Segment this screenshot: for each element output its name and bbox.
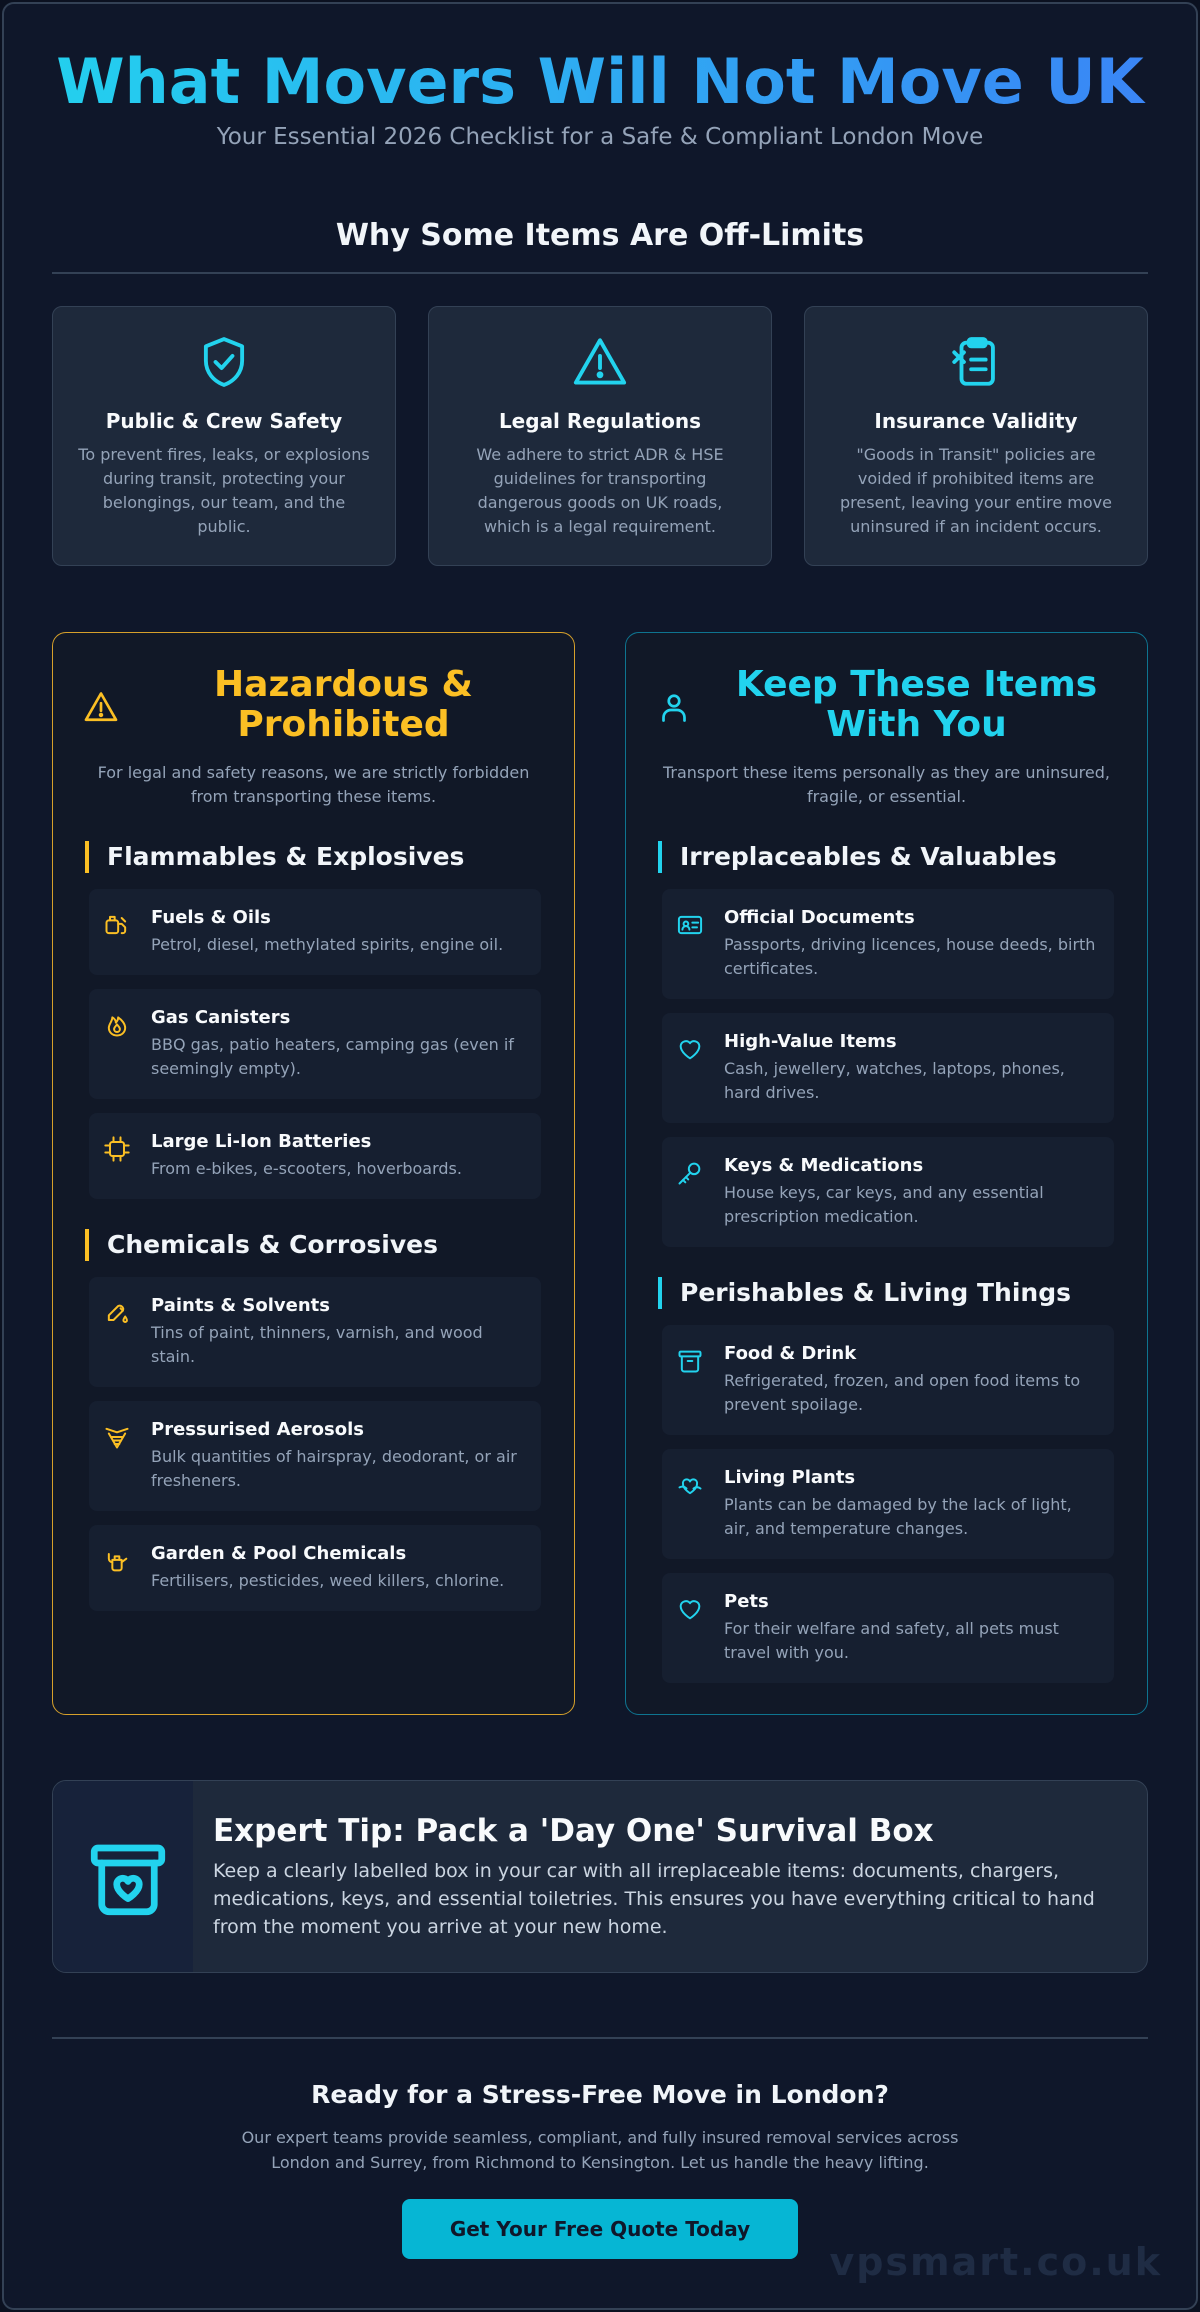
item-text: Bulk quantities of hairspray, deodorant, or air fresheners. — [151, 1447, 517, 1490]
list-item — [89, 1401, 541, 1511]
item-title: Paints & Solvents — [151, 1295, 330, 1316]
expert-tip-card — [52, 1780, 1148, 1973]
keep-panel — [625, 632, 1148, 1715]
cta-heading: Ready for a Stress-Free Move in London? — [311, 2080, 889, 2109]
keep-description: Transport these items personally as they are uninsured, fragile, or essential. — [662, 763, 1110, 806]
battery-chip-icon — [103, 1135, 131, 1163]
list-item — [662, 1013, 1114, 1123]
page-title: What Movers Will Not Move UK — [0, 44, 1200, 120]
item-title: Living Plants — [724, 1467, 856, 1488]
list-item — [89, 1113, 541, 1199]
flame-icon — [103, 1011, 131, 1039]
why-heading: Why Some Items Are Off-Limits — [335, 218, 865, 253]
divider — [52, 2037, 1148, 2039]
item-text: For their welfare and safety, all pets must travel with you. — [724, 1619, 1059, 1662]
list-item — [662, 1325, 1114, 1435]
reason-title: Insurance Validity — [874, 409, 1078, 433]
page-subtitle: Your Essential 2026 Checklist for a Safe & Compliant London Move — [216, 124, 984, 150]
free-quote-button[interactable]: Get Your Free Quote Today — [402, 2199, 798, 2259]
reason-title: Legal Regulations — [498, 409, 702, 433]
paint-tube-icon — [103, 1299, 131, 1327]
item-title: Garden & Pool Chemicals — [151, 1543, 407, 1564]
item-title: Food & Drink — [724, 1343, 857, 1364]
tip-icon-container — [53, 1781, 193, 1973]
item-text: Cash, jewellery, watches, laptops, phones, hard drives. — [724, 1059, 1065, 1102]
list-item — [89, 989, 541, 1099]
divider — [52, 272, 1148, 274]
item-text: House keys, car keys, and any essential prescription medication. — [724, 1183, 1044, 1226]
hazardous-description: For legal and safety reasons, we are strictly forbidden from transporting these items. — [97, 763, 530, 806]
warning-triangle-icon — [571, 333, 629, 391]
item-title: Fuels & Oils — [151, 907, 271, 928]
reason-card-safety — [52, 306, 396, 566]
watermark: vpsmart.co.uk — [829, 2240, 1162, 2284]
item-text: Petrol, diesel, methylated spirits, engine oil. — [151, 935, 504, 954]
list-item — [662, 1137, 1114, 1247]
id-card-icon — [676, 911, 704, 939]
item-text: BBQ gas, patio heaters, camping gas (even if seemingly empty). — [151, 1035, 514, 1078]
item-text: Tins of paint, thinners, varnish, and wood stain. — [151, 1323, 483, 1366]
list-item — [662, 889, 1114, 999]
item-title: High-Value Items — [724, 1031, 897, 1052]
fuel-can-icon — [103, 911, 131, 939]
category-heading: Flammables & Explosives — [85, 841, 464, 873]
shield-check-icon — [195, 333, 253, 391]
category-heading: Chemicals & Corrosives — [85, 1229, 438, 1261]
spray-can-icon — [103, 1423, 131, 1451]
item-text: Plants can be damaged by the lack of light, air, and temperature changes. — [724, 1495, 1072, 1538]
item-title: Pets — [724, 1591, 769, 1612]
item-title: Gas Canisters — [151, 1007, 291, 1028]
hazardous-title: Hazardous & Prohibited — [214, 664, 473, 745]
person-icon — [656, 689, 692, 725]
watering-can-icon — [103, 1547, 131, 1575]
reason-text: "Goods in Transit" policies are voided if prohibited items are present, leaving your entire move uninsured if an incident occurs. — [840, 445, 1112, 536]
box-heart-icon — [83, 1833, 173, 1923]
heart-icon — [676, 1595, 704, 1623]
item-text: Fertilisers, pesticides, weed killers, chlorine. — [151, 1571, 505, 1590]
item-title: Pressurised Aerosols — [151, 1419, 364, 1440]
tip-title: Expert Tip: Pack a 'Day One' Survival Box — [213, 1813, 934, 1849]
reason-text: We adhere to strict ADR & HSE guidelines for transporting dangerous goods on UK roads, which is a legal requirement. — [476, 445, 724, 536]
hazardous-panel — [52, 632, 575, 1715]
warning-triangle-icon — [83, 689, 119, 725]
archive-box-icon — [676, 1347, 704, 1375]
list-item — [89, 1277, 541, 1387]
keep-title: Keep These Items With You — [735, 664, 1098, 745]
item-title: Keys & Medications — [724, 1155, 924, 1176]
reason-card-legal — [428, 306, 772, 566]
item-title: Large Li-Ion Batteries — [151, 1131, 372, 1152]
plant-heart-icon — [676, 1471, 704, 1499]
list-item — [662, 1573, 1114, 1683]
list-item — [662, 1449, 1114, 1559]
category-heading: Perishables & Living Things — [658, 1277, 1071, 1309]
item-text: Passports, driving licences, house deeds, birth certificates. — [724, 935, 1096, 978]
tip-text: Keep a clearly labelled box in your car with all irreplaceable items: documents, chargers, medications, keys, and essential toiletries. This ensures you have everything critical to hand from the moment you arrive at your new home. — [213, 1860, 1095, 1938]
item-text: Refrigerated, frozen, and open food items to prevent spoilage. — [724, 1371, 1081, 1414]
reason-text: To prevent fires, leaks, or explosions during transit, protecting your belongings, our team, and the public. — [78, 445, 370, 536]
cta-text: Our expert teams provide seamless, compliant, and fully insured removal services across London and Surrey, from Richmond to Kensington. Let us handle the heavy lifting. — [241, 2128, 959, 2172]
key-icon — [676, 1159, 704, 1187]
reason-card-insurance — [804, 306, 1148, 566]
item-title: Official Documents — [724, 907, 915, 928]
heart-icon — [676, 1035, 704, 1063]
list-item — [89, 1525, 541, 1611]
list-item — [89, 889, 541, 975]
reason-title: Public & Crew Safety — [105, 409, 343, 433]
item-text: From e-bikes, e-scooters, hoverboards. — [151, 1159, 462, 1178]
clipboard-x-icon — [947, 333, 1005, 391]
category-heading: Irreplaceables & Valuables — [658, 841, 1057, 873]
